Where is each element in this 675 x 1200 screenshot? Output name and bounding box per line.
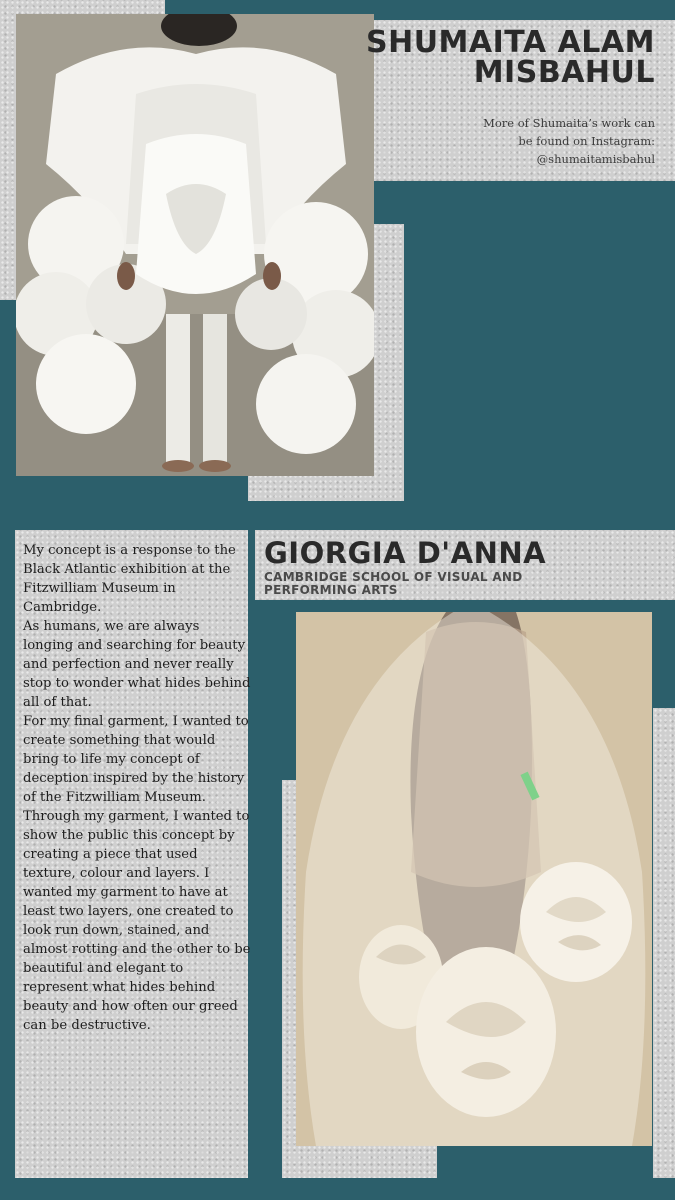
statement-paragraph-1: My concept is a response to the Black Atlantic exhibition at the Fitzwilliam Museum in Cambridge.	[23, 543, 236, 615]
shumaita-garment-photo	[16, 14, 374, 476]
instagram-note-line-2: be found on Instagram:	[518, 134, 655, 148]
statement-paragraph-3: For my final garment, I wanted to create something that would bring to life my concept of deception inspired by the history of the Fitzwilliam Museum.	[23, 714, 249, 805]
instagram-handle[interactable]: @shumaitamisbahul	[536, 152, 655, 166]
designer-1-name: SHUMAITA ALAM MISBAHUL	[365, 25, 655, 90]
designer-2-school: CAMBRIDGE SCHOOL OF VISUAL AND PERFORMING ARTS	[264, 570, 523, 597]
statement-paragraph-2: As humans, we are always longing and searching for beauty and perfection and never really stop to wonder what hides behind all of that.	[23, 619, 251, 710]
garment-illustration-1	[16, 14, 374, 476]
instagram-note	[455, 114, 655, 168]
designer-2-name: GIORGIA D'ANNA	[264, 536, 547, 570]
instagram-note-line-1: More of Shumaita’s work can	[483, 116, 655, 130]
statement-paragraph-4: Through my garment, I wanted to show the public this concept by creating a piece that used texture, colour and layers. I wanted my garment to have at least two layers, one created to look run down, stained, and almost rotting and the other to be beautiful and elegant to represent what hides behind beauty and how often our greed can be destructive.	[23, 809, 251, 1033]
giorgia-garment-photo	[296, 612, 652, 1146]
right-strip-panel	[653, 708, 675, 1178]
garment-illustration-2	[296, 612, 652, 1146]
designer-statement	[23, 541, 251, 1035]
